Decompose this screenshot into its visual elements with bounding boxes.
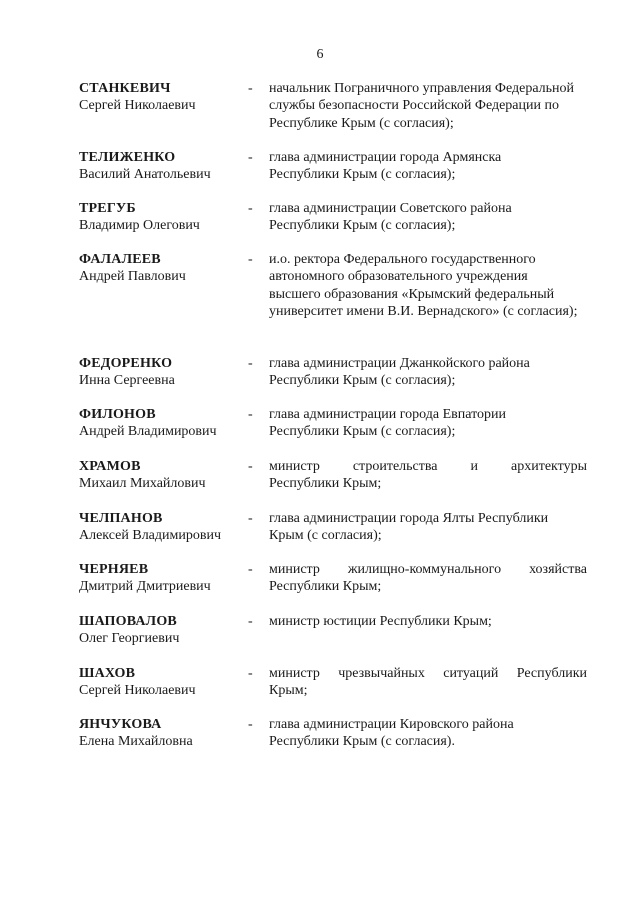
person-name <box>79 80 249 114</box>
person-name <box>79 149 249 183</box>
dash: - <box>248 201 253 216</box>
given-name: Сергей Николаевич <box>79 683 196 698</box>
dash: - <box>248 150 253 165</box>
position-description: глава администрации Кировского района Республики Крым (с согласия). <box>269 717 514 750</box>
dash: - <box>248 81 253 96</box>
given-name: Василий Анатольевич <box>79 167 211 182</box>
given-name: Инна Сергеевна <box>79 373 175 388</box>
position-line: Республики Крым; <box>269 476 382 492</box>
given-name: Андрей Павлович <box>79 269 186 284</box>
dash: - <box>248 562 253 577</box>
person-name <box>79 716 249 750</box>
dash: - <box>248 511 253 526</box>
surname: ФАЛАЛЕЕВ <box>79 252 161 267</box>
person-name <box>79 406 249 440</box>
surname: СТАНКЕВИЧ <box>79 81 171 96</box>
position-description: глава администрации города Армянска Республики Крым (с согласия); <box>269 150 502 183</box>
dash: - <box>248 356 253 371</box>
surname: ЧЕРНЯЕВ <box>79 562 149 577</box>
position-description: и.о. ректора Федерального государственного автономного образовательного учреждения высшего образования «Крымский федеральный университет имени В.И. Вернадского» (с согласия); <box>269 252 578 320</box>
dash: - <box>248 666 253 681</box>
person-name <box>79 665 249 699</box>
given-name: Елена Михайловна <box>79 734 193 749</box>
given-name: Сергей Николаевич <box>79 98 196 113</box>
position-description: глава администрации города Ялты Республики Крым (с согласия); <box>269 511 549 544</box>
position-line: министр жилищно-коммунального хозяйства <box>269 562 587 577</box>
position-line: министр чрезвычайных ситуаций Республики <box>269 666 587 681</box>
given-name: Андрей Владимирович <box>79 424 217 439</box>
person-name <box>79 510 249 544</box>
given-name: Владимир Олегович <box>79 218 200 233</box>
surname: ФИЛОНОВ <box>79 407 156 422</box>
position-line: министр строительства и архитектуры <box>269 459 587 474</box>
position-line: Крым; <box>269 683 308 699</box>
position-description: начальник Пограничного управления Федеральной службы безопасности Российской Федерации по Республике Крым (с согласия); <box>269 81 575 131</box>
dash: - <box>248 717 253 732</box>
given-name: Дмитрий Дмитриевич <box>79 579 211 594</box>
position-line: Республики Крым; <box>269 579 382 595</box>
position-description <box>269 665 587 700</box>
surname: ШАПОВАЛОВ <box>79 614 177 629</box>
dash: - <box>248 252 253 267</box>
surname: ХРАМОВ <box>79 459 141 474</box>
person-name <box>79 355 249 389</box>
person-name <box>79 251 249 285</box>
dash: - <box>248 407 253 422</box>
surname: ФЕДОРЕНКО <box>79 356 173 371</box>
surname: ЯНЧУКОВА <box>79 717 162 732</box>
person-name <box>79 561 249 595</box>
person-name <box>79 200 249 234</box>
position-description: глава администрации Советского района Республики Крым (с согласия); <box>269 201 512 234</box>
position-description: министр юстиции Республики Крым; <box>269 614 492 629</box>
position-description: глава администрации города Евпатории Республики Крым (с согласия); <box>269 407 506 440</box>
person-name <box>79 613 249 647</box>
surname: ШАХОВ <box>79 666 136 681</box>
dash: - <box>248 459 253 474</box>
position-description: глава администрации Джанкойского района Республики Крым (с согласия); <box>269 356 530 389</box>
given-name: Олег Георгиевич <box>79 631 180 646</box>
position-description <box>269 458 587 493</box>
surname: ТРЕГУБ <box>79 201 136 216</box>
surname: ЧЕЛПАНОВ <box>79 511 163 526</box>
page-number: 6 <box>316 47 324 62</box>
dash: - <box>248 614 253 629</box>
given-name: Алексей Владимирович <box>79 528 222 543</box>
given-name: Михаил Михайлович <box>79 476 206 491</box>
surname: ТЕЛИЖЕНКО <box>79 150 176 165</box>
person-name <box>79 458 249 492</box>
position-description <box>269 561 587 596</box>
